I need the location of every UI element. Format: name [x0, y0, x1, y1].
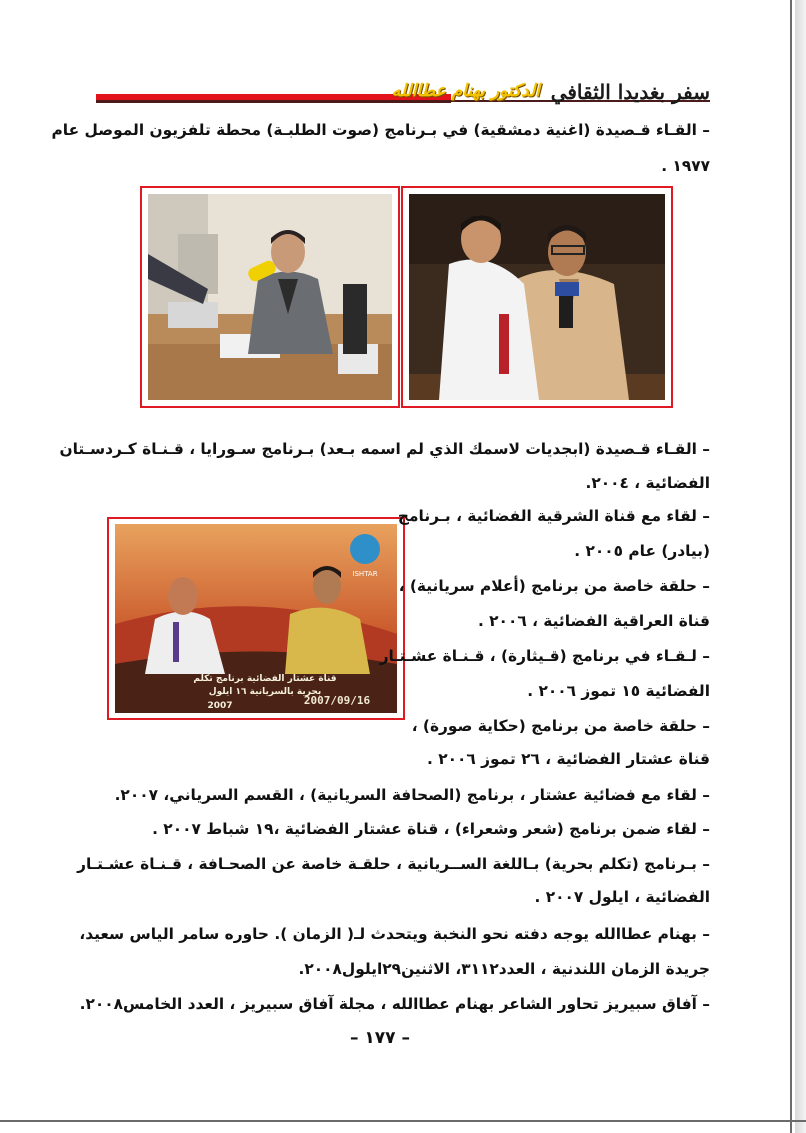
text-line: – لقاء مع فضائية عشتار ، برنامج (الصحافة السريانية) ، القسم السرياني، ٢٠٠٧.: [114, 786, 710, 804]
author-name: الدكتور بهنام عطاالله: [391, 81, 540, 101]
photo-frame-street: [401, 186, 673, 408]
text-line: – القـاء قـصيدة (ابجديات لاسمك الذي لم اسمه بـعد) بـرنامج سـورايا ، قـنـاة كـردسـتان: [59, 440, 710, 458]
tv-date-stamp: 2007/09/16: [303, 694, 371, 707]
text-line: جريدة الزمان اللندنية ، العدد٣١١٢، الاثنين٢٩ايلول٢٠٠٨.: [298, 960, 710, 978]
text-line: (بيادر) عام ٢٠٠٥ .: [574, 542, 710, 560]
text-line: الفضائية ١٥ تموز ٢٠٠٦ .: [527, 682, 710, 700]
text-line: – آفاق سبيريز تحاور الشاعر بهنام عطاالله ، مجلة آفاق سبيريز ، العدد الخامس٢٠٠٨.: [79, 995, 710, 1013]
text-line: ١٩٧٧ .: [661, 157, 710, 175]
text-line: – بهنام عطاالله يوجه دفته نحو النخبة ويتحدث لـ( الزمان ). حاوره سامر الياس سعيد،: [79, 925, 710, 943]
text-line: – حلقة خاصة من برنامج (أعلام سريانية) ،: [398, 577, 710, 595]
tv-overlay-year: 2007: [207, 701, 233, 711]
book-title: سفر بغديدا الثقافي: [550, 80, 710, 104]
text-line: الفضائية ، ٢٠٠٤.: [585, 474, 710, 492]
photo-frame-office: [140, 186, 400, 408]
text-line: – لـقـاء في برنامج (قـيثارة) ، قـنـاة عشـتـار: [379, 647, 710, 665]
page-header: [96, 82, 710, 112]
text-line: قناة العراقية الفضائية ، ٢٠٠٦ .: [477, 612, 710, 630]
photo-tv-program: [115, 524, 397, 713]
tv-overlay-caption: بحرية بالسريانية ١٦ ايلول: [208, 687, 322, 697]
photo-frame-tv: [107, 517, 405, 720]
photo-office-interview: [148, 194, 392, 400]
page-edge-right: [790, 0, 792, 1133]
text-line: الفضائية ، ايلول ٢٠٠٧ .: [534, 888, 710, 906]
page-edge-bottom: [0, 1120, 806, 1122]
text-line: – لقاء ضمن برنامج (شعر وشعراء) ، قناة عشتار الفضائية ،١٩ شباط ٢٠٠٧ .: [152, 820, 710, 838]
text-line: – لقاء مع قناة الشرقية الفضائية ، بـرنامج: [397, 507, 710, 525]
text-line: – حلقة خاصة من برنامج (حكاية صورة) ،: [411, 717, 710, 735]
page-number: – ١٧٧ –: [350, 1028, 410, 1048]
photo-street-interview: [409, 194, 665, 400]
text-line: – القـاء قـصيدة (اغنية دمشقية) في بـرنامج (صوت الطلبـة) محطة تلفزيون الموصل عام: [51, 121, 710, 139]
text-line: قناة عشتار الفضائية ، ٢٦ تموز ٢٠٠٦ .: [427, 750, 710, 768]
tv-overlay-caption: قناة عشتار الفضائية برنامج تكلم: [193, 674, 337, 684]
tv-logo-label: ISHTAR: [352, 570, 378, 578]
text-line: – بـرنامج (تكلم بحرية) بـاللغة الســريانية ، حلقـة خاصة عن الصحـافة ، قـنـاة عشـتـار: [77, 855, 710, 873]
page-shadow: [795, 0, 806, 1133]
